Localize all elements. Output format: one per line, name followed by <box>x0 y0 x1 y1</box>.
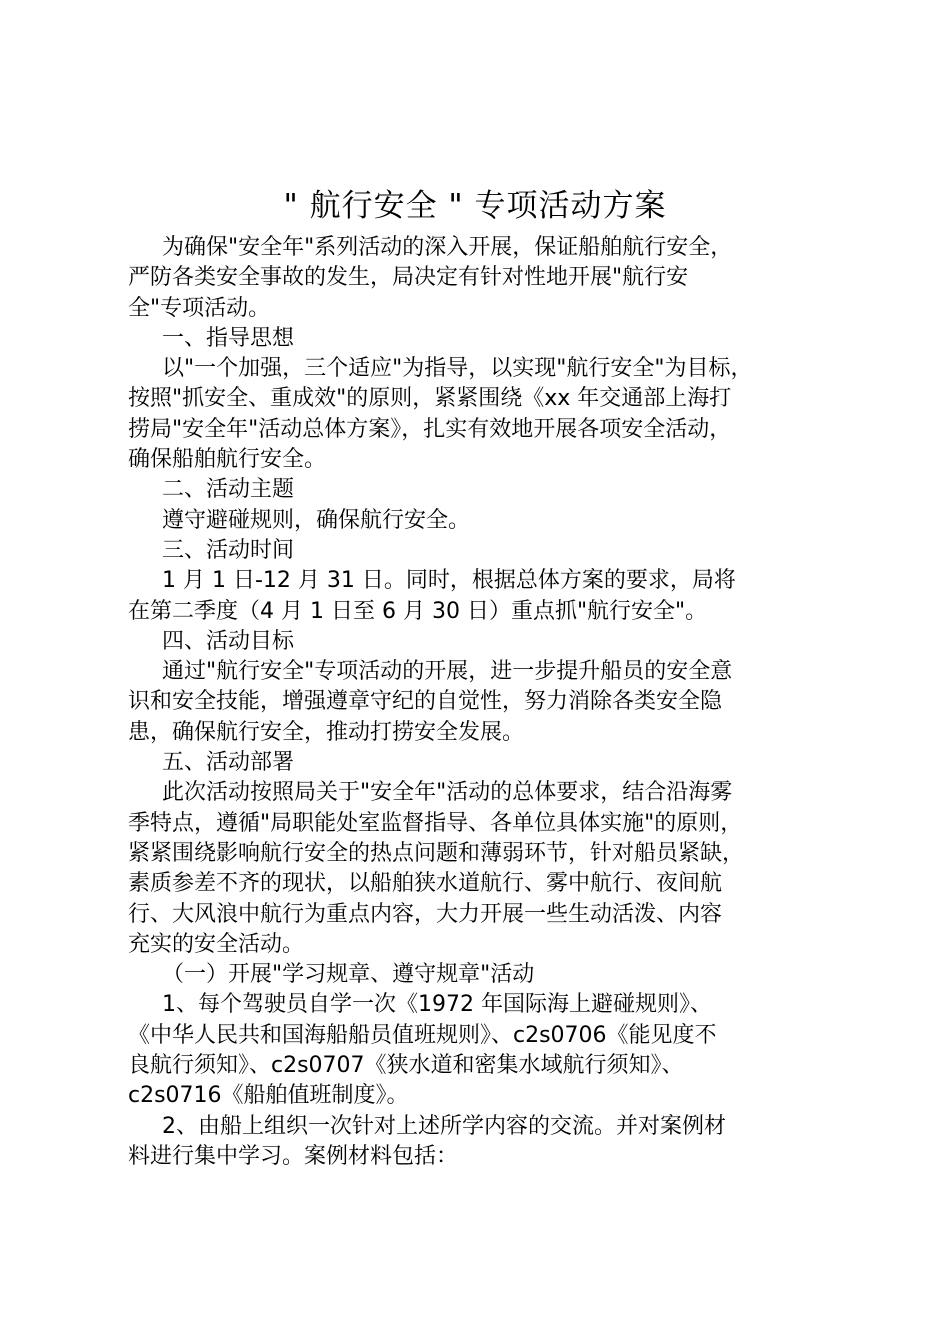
page-title: " 航行安全 " 专项活动方案 <box>283 188 667 224</box>
text-line: 在第二季度（4 月 1 日至 6 月 30 日）重点抓"航行安全"。 <box>128 598 708 624</box>
paragraph <box>128 990 840 1111</box>
document-body <box>128 233 840 1172</box>
paragraph <box>128 233 840 324</box>
paragraph <box>128 778 840 960</box>
section-heading <box>128 475 840 505</box>
text-line: 1 月 1 日-12 月 31 日。同时，根据总体方案的要求，局将 <box>162 568 736 594</box>
paragraph <box>128 354 840 475</box>
text-line: 按照"抓安全、重成效"的原则，紧紧围绕《xx 年交通部上海打 <box>128 386 732 412</box>
text-line: 识和安全技能，增强遵章守纪的自觉性，努力消除各类安全隐 <box>128 689 723 715</box>
text-line: 紧紧围绕影响航行安全的热点问题和薄弱环节，针对船员紧缺， <box>128 840 745 866</box>
section-heading <box>128 748 840 778</box>
text-line: 充实的安全活动。 <box>128 931 305 957</box>
section-heading <box>128 627 840 657</box>
text-line: 严防各类安全事故的发生，局决定有针对性地开展"航行安 <box>128 265 689 291</box>
section-heading <box>128 536 840 566</box>
text-line: 此次活动按照局关于"安全年"活动的总体要求，结合沿海雾 <box>162 780 733 806</box>
text-line: 确保船舶航行安全。 <box>128 447 327 473</box>
text-line: 季特点，遵循"局职能处室监督指导、各单位具体实施"的原则， <box>128 810 743 836</box>
paragraph <box>128 657 840 748</box>
section-heading <box>128 960 840 990</box>
text-line: 行、大风浪中航行为重点内容，大力开展一些生动活泼、内容 <box>128 901 723 927</box>
text-line: 为确保"安全年"系列活动的深入开展，保证船舶航行安全， <box>162 235 733 260</box>
text-line: 三、活动时间 <box>162 537 295 563</box>
text-line: 五、活动部署 <box>162 750 295 776</box>
section-heading <box>128 324 840 354</box>
text-line: 素质参差不齐的现状，以船舶狭水道航行、雾中航行、夜间航 <box>128 871 723 897</box>
text-line: 捞局"安全年"活动总体方案》，扎实有效地开展各项安全活动， <box>128 416 732 442</box>
paragraph <box>128 566 840 627</box>
paragraph <box>128 506 840 536</box>
text-line: 一、指导思想 <box>162 325 295 351</box>
text-line: 患，确保航行安全，推动打捞安全发展。 <box>128 719 525 745</box>
text-line: 良航行须知》、c2s0707《狭水道和密集水域航行须知》、 <box>128 1053 684 1079</box>
text-line: 通过"航行安全"专项活动的开展，进一步提升船员的安全意 <box>162 659 733 685</box>
text-line: 遵守避碰规则，确保航行安全。 <box>162 507 471 533</box>
text-line: （一）开展"学习规章、遵守规章"活动 <box>162 962 535 988</box>
text-line: 料进行集中学习。案例材料包括： <box>128 1143 459 1169</box>
text-line: 二、活动主题 <box>162 477 295 503</box>
text-line: 四、活动目标 <box>162 628 295 654</box>
paragraph <box>128 1112 840 1173</box>
text-line: 以"一个加强，三个适应"为指导，以实现"航行安全"为目标， <box>162 356 753 382</box>
text-line: 1、每个驾驶员自学一次《1972 年国际海上避碰规则》、 <box>162 992 712 1018</box>
text-line: 全"专项活动。 <box>128 295 271 321</box>
text-line: c2s0716《船舶值班制度》。 <box>128 1083 409 1109</box>
text-line: 2、由船上组织一次针对上述所学内容的交流。并对案例材 <box>162 1113 726 1139</box>
text-line: 《中华人民共和国海船船员值班规则》、c2s0706《能见度不 <box>128 1022 717 1048</box>
